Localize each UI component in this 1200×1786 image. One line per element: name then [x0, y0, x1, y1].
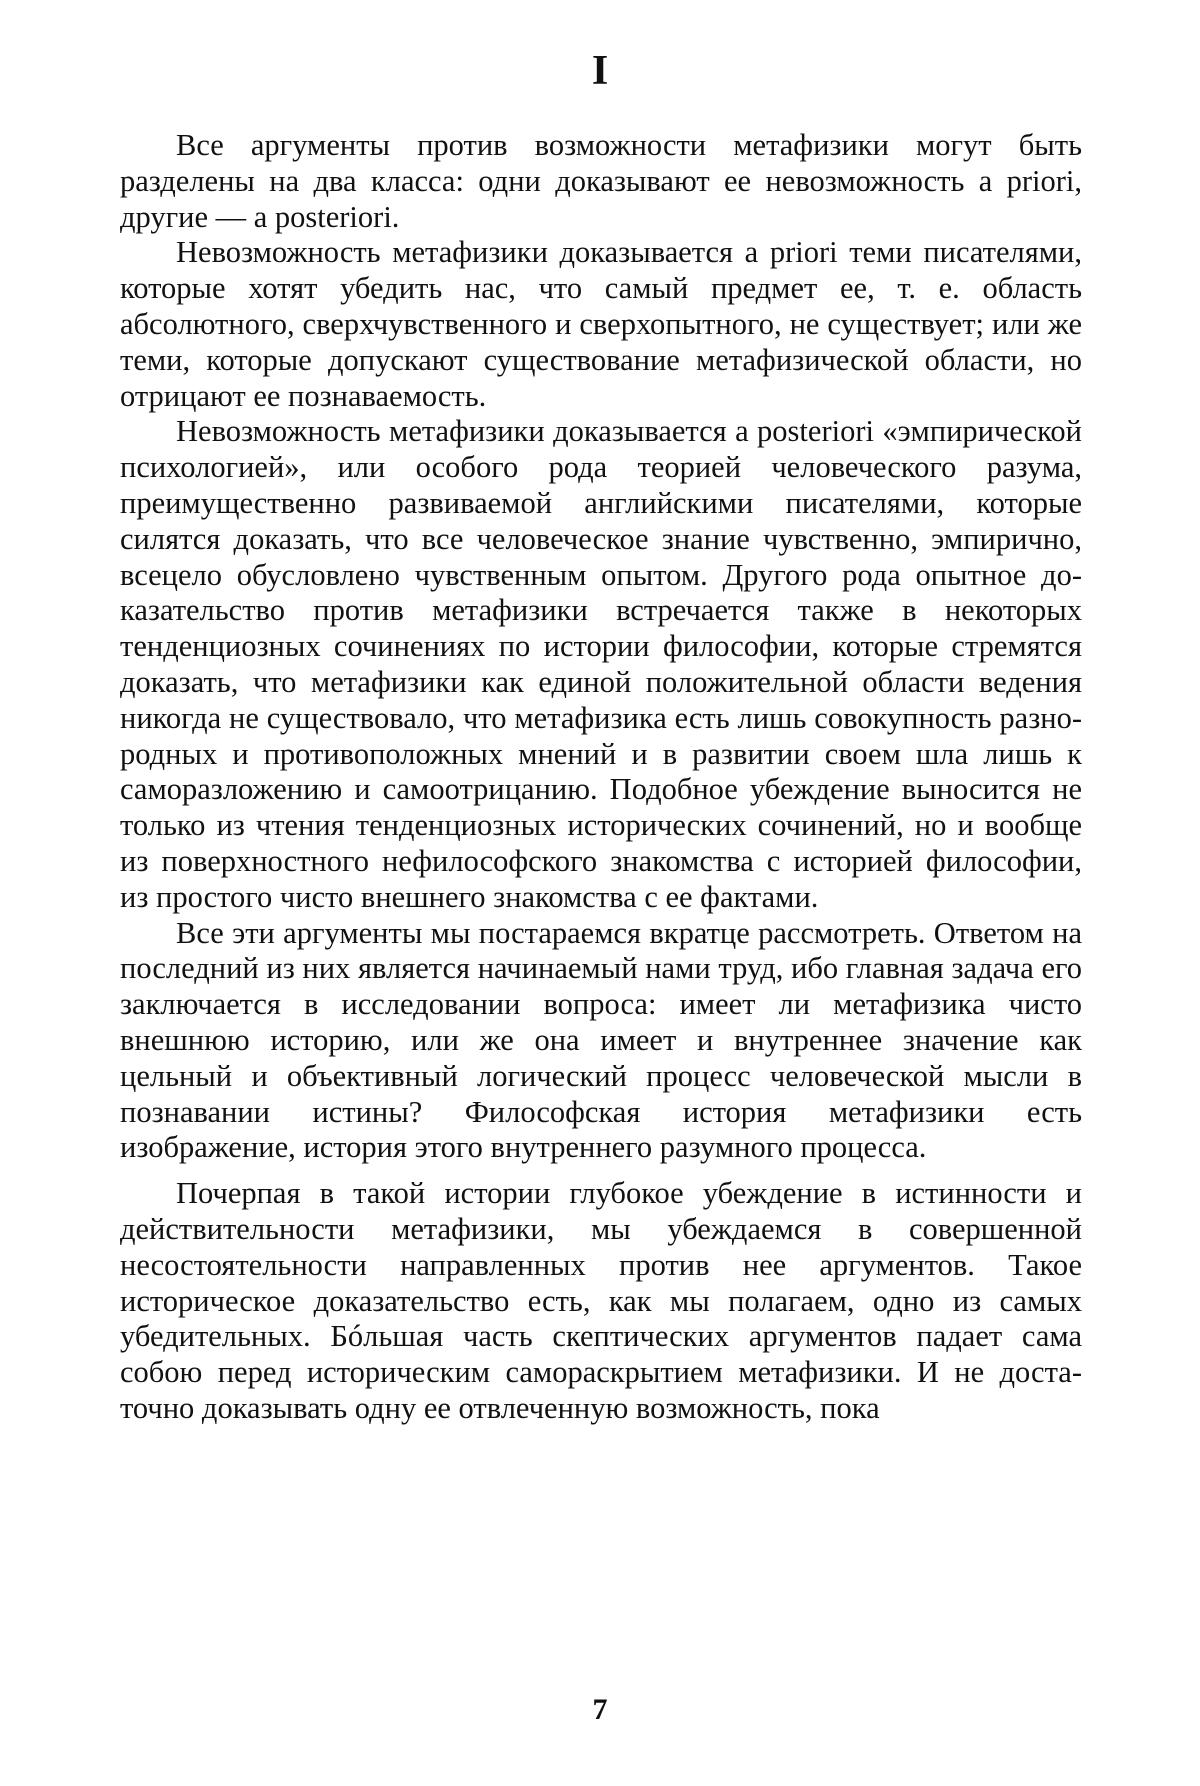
paragraph-1: Все аргументы против возможности метафизики могут быть разделены на два класса: одни доказывают ее невозможность a priori, другие — a posteriori.: [120, 128, 1082, 234]
page-number: 7: [592, 1693, 608, 1726]
paragraph-2: Невозможность метафизики доказывается a priori теми писателями, которые хотят убедить нас, что самый предмет ее, т. е. область абсолютного, сверхчувственного и сверхопытного, не существует; или же теми, которые допускают существование метафизической области, но отрицают ее познаваемость.: [120, 235, 1082, 413]
paragraph-5: Почерпая в такой истории глубокое убеждение в истинности и действительности метафизики, мы убеждаемся в совершенной несостоятельности направленных против нее аргументов. Такое историческое доказательство есть, как мы полагаем, одно из самых убедительных. Бóльшая часть скептических аргументов падает сама собою перед историческим самораскрытием метафизики. И не достаточно доказывать одну ее отвлеченную возможность, пока: [120, 1176, 1082, 1425]
chapter-number: I: [591, 48, 609, 94]
paragraph-3: Невозможность метафизики доказывается a posteriori «эмпирической психологией», или особого рода теорией человеческого разума, преимущественно развиваемой английскими писателями, которые силятся доказать, что все человеческое знание чувственно, эмпирично, всецело обусловлено чувственным опытом. Другого рода опытное доказательство против метафизики встречается также в некоторых тенденциозных сочинениях по истории философии, которые стремятся доказать, что метафизики как единой положительной области ведения никогда не существовало, что метафизика есть лишь совокупность разнородных и противоположных мнений и в развитии своем шла лишь к саморазложению и самоотрицанию. Подобное убеждение выносится не только из чтения тенденциозных исторических сочинений, но и вообще из поверхностного нефилософского знакомства с историей философии, из простого чисто внешнего знакомства с ее фактами.: [120, 414, 1082, 914]
paragraph-4: Все эти аргументы мы постараемся вкратце рассмотреть. Ответом на последний из них является начинаемый нами труд, ибо главная задача его заключается в исследовании вопроса: имеет ли метафизика чисто внешнюю историю, или же она имеет и внутреннее значение как цельный и объективный логический процесс человеческой мысли в познавании истины? Философская история метафизики есть изображение, история этого внутреннего разумного процесса.: [120, 915, 1082, 1165]
text-body: [120, 128, 1082, 1427]
